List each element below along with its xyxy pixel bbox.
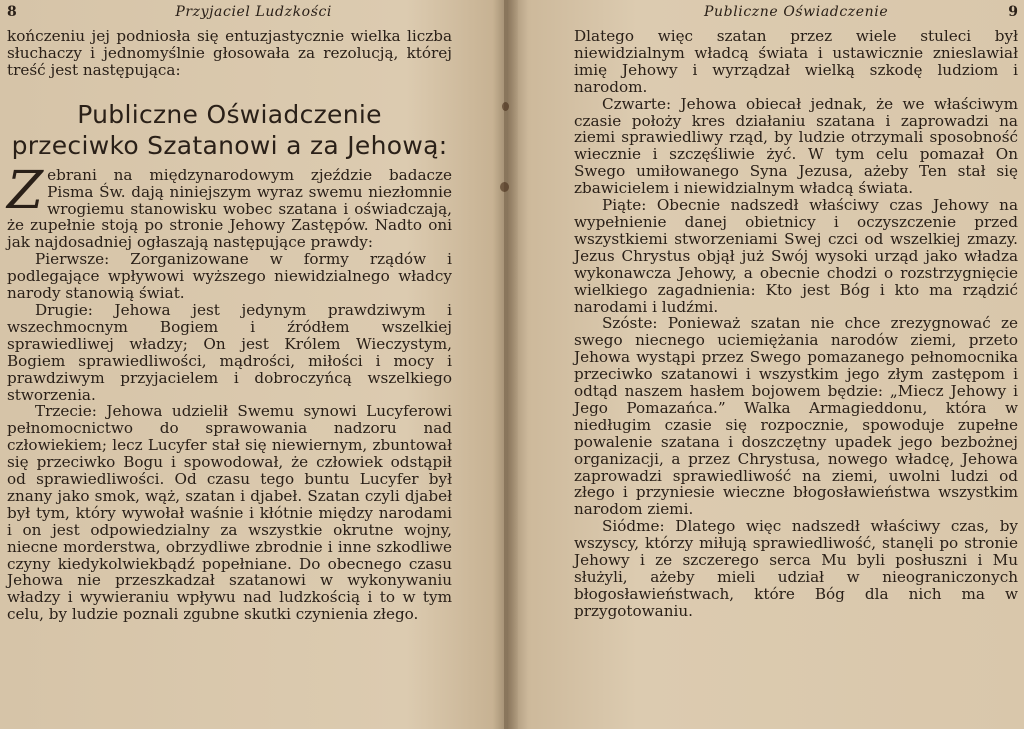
paragraph-pierwsze: Pierwsze: Zorganizowane w formy rządów i podlegające wpływowi wyższego niewidzialnego władcy narody stanowią świat. xyxy=(7,250,452,303)
heading-line-1: Publiczne Oświadczenie xyxy=(77,99,382,129)
paragraph-zebrani xyxy=(7,160,452,252)
paper-stain-spot xyxy=(500,182,509,192)
paragraph-zebrani-text: ebrani na międzynarodowym zjeździe badacze Pisma Św. dają niniejszym wyraz swemu niezłomnie wrogiemu stanowisku wobec szatana i oświadczają, że zupełnie stoją po stronie Jehowy Zastępów. Nadto oni jak najdosadniej ogłaszają następujące prawdy: xyxy=(7,165,452,252)
paragraph-szoste: Szóste: Ponieważ szatan nie chce zrezygnować ze swego niecnego uciemiężania narodów ziemi, przeto Jehowa wystąpi przez Swego pomazanego pełnomocnika przeciwko szatanowi i wszystkim jego złym zastępom i odtąd naszem hasłem bojowem będzie: „Miecz Jehowy i Jego Pomazańca.” Walka Armagieddonu, która w niedługim czasie się rozpocznie, spowoduje zupełne powalenie szatana i doszczętny upadek jego bezbożnej organizacji, a przez Chrystusa, nowego władcę, Jehowa zaprowadzi sprawiedliwość na ziemi, uwolni ludzi od złego i przyniesie wieczne błogosławieństwa wszystkim narodom ziemi. xyxy=(574,314,1018,519)
right-page-number: 9 xyxy=(1008,4,1018,20)
paragraph-trzecie: Trzecie: Jehowa udzielił Swemu synowi Lucyferowi pełnomocnictwo do sprawowania nadzoru nad człowiekiem; lecz Lucyfer stał się niewiernym, zbuntował się przeciwko Bogu i spowodował, że człowiek odstąpił od sprawiedliwości. Od czasu tego buntu Lucyfer był znany jako smok, wąż, szatan i djabeł. Szatan czyli djabeł był tym, który wywołał waśnie i kłótnie między narodami i on jest odpowiedzialny za wszystkie okrutne wojny, niecne morderstwa, obrzydliwe zbrodnie i inne szkodliwe czyny kiedykolwiekbądź popełniane. Do obecnego czasu Jehowa nie przeszkadzał szatanowi w wykonywaniu władzy i wywieraniu wpływu nad ludzkością i to w tym celu, by ludzie poznali zgubne skutki czynienia złego. xyxy=(7,402,452,624)
paragraph-siodme: Siódme: Dlatego więc nadszedł właściwy czas, by wszyscy, którzy miłują sprawiedliwość, stanęli po stronie Jehowy i ze szczerego serca Mu byli posłuszni i Mu służyli, ażeby mieli udział w nieograniczonych błogosławieństwach, które Bóg dla nich ma w przygotowaniu. xyxy=(574,517,1018,620)
left-body xyxy=(7,28,452,623)
paragraph-czwarte: Czwarte: Jehowa obiecał jednak, że we właściwym czasie położy kres działaniu szatana i zaprowadzi na ziemi sprawiedliwy rząd, by ludzie otrzymali sposobność wiecznie i szczęśliwie żyć. W tym celu pomazał On Swego umiłowanego Syna Jezusa, ażeby Ten stał się zbawicielem i niewidzialnym władcą świata. xyxy=(574,94,1018,198)
right-body xyxy=(574,28,1018,620)
intro-paragraph: kończeniu jej podniosła się entuzjastycznie wielka liczba słuchaczy i jednomyślnie głosowała za rezolucją, której treść jest następująca: xyxy=(7,27,452,79)
drop-cap-letter: Z xyxy=(7,160,44,221)
left-running-title: Przyjaciel Ludzkości xyxy=(175,4,332,20)
left-page xyxy=(0,0,508,729)
right-page xyxy=(508,0,1024,729)
right-running-head xyxy=(574,4,1018,24)
paragraph-piate: Piąte: Obecnie nadszedł właściwy czas Jehowy na wypełnienie danej obietnicy i oczyszczenie przed wszystkiemi stworzeniami Swej czci od wszelkiej zmazy. Jezus Chrystus objął już Swój wysoki urząd jako władza wykonawcza Jehowy, a obecnie chodzi o rozstrzygnięcie wielkiego zagadnienia: Kto jest Bóg i kto ma rządzić narodami i ludźmi. xyxy=(574,196,1018,316)
paper-stain-spot xyxy=(502,102,509,111)
right-running-title: Publiczne Oświadczenie xyxy=(704,4,889,20)
paragraph-drugie: Drugie: Jehowa jest jedynym prawdziwym i wszechmocnym Bogiem i źródłem wszelkiej sprawiedliwej władzy; On jest Królem Wieczystym, Bogiem sprawiedliwości, mądrości, miłości i mocy i prawdziwym przyjacielem i dobroczyńcą wszelkiego stworzenia. xyxy=(7,300,452,404)
paragraph-dlatego: Dlatego więc szatan przez wiele stuleci był niewidzialnym władcą świata i ustawicznie znieslawiał imię Jehowy i wyrządzał wielką szkodę ludziom i narodom. xyxy=(574,27,1018,96)
resolution-heading xyxy=(7,99,452,161)
left-running-head xyxy=(7,4,452,24)
left-page-number: 8 xyxy=(7,4,17,20)
heading-line-2: przeciwko Szatanowi a za Jehową: xyxy=(11,130,448,160)
